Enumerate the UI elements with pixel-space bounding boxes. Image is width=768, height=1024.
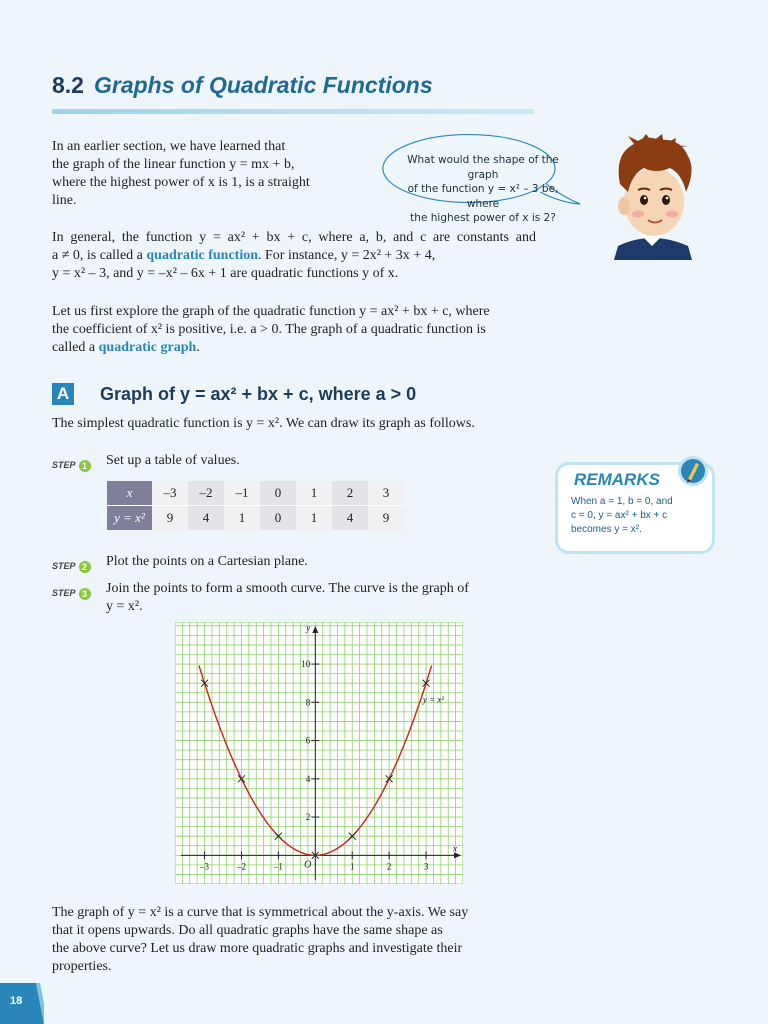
step-number-badge: 2: [79, 561, 91, 573]
step-3: [52, 581, 469, 614]
pencil-icon: [676, 454, 710, 488]
section-title: Graphs of Quadratic Functions: [93, 72, 433, 98]
table-cell: 1: [296, 506, 332, 531]
row-header: y = x²: [107, 506, 152, 531]
y-tick-label: 6: [305, 735, 311, 746]
x-tick-label: 1: [349, 861, 355, 872]
remarks-text: When a = 1, b = 0, and c = 0, y = ax² + bx + c becomes y = x².: [571, 496, 673, 535]
step-2: [52, 554, 308, 574]
intro-paragraph-3: Let us first explore the graph of the quadratic function y = ax² + bx + c, where the coefficient of x² is positive, i.e. a > 0. The graph of a quadratic function is called a quadratic graph.: [52, 304, 490, 355]
curve-label: y = x²: [422, 694, 445, 705]
table-cell: 9: [368, 506, 404, 531]
term-quadratic-graph: quadratic graph: [98, 340, 197, 355]
row-header: x: [107, 481, 152, 506]
table-cell: 3: [368, 481, 404, 506]
table-cell: 1: [296, 481, 332, 506]
term-quadratic-function: quadratic function: [146, 248, 258, 263]
step-text: Plot the points on a Cartesian plane.: [106, 554, 308, 569]
x-tick-label: 2: [386, 861, 392, 872]
step-text: Set up a table of values.: [106, 453, 240, 468]
y-tick-label: 8: [305, 697, 311, 708]
table-row: [107, 506, 404, 531]
intro-line: In an earlier section, we have learned that: [52, 139, 286, 154]
graph-background: [175, 622, 463, 884]
table-cell: 9: [152, 506, 188, 531]
table-cell: 0: [260, 506, 296, 531]
table-of-values: [107, 481, 404, 530]
step-text: Join the points to form a smooth curve. The curve is the graph of y = x².: [106, 581, 469, 614]
subsection-title: Graph of y = ax² + bx + c, where a > 0: [100, 383, 417, 404]
section-heading: [52, 72, 433, 99]
y-tick-label: 4: [305, 773, 311, 784]
page-number: 18: [10, 995, 23, 1007]
step-label: STEP: [52, 561, 76, 571]
table-cell: –3: [152, 481, 188, 506]
step-number-badge: 1: [79, 460, 91, 472]
intro-line: line.: [52, 193, 77, 208]
section-underline: [52, 109, 534, 114]
step-label: STEP: [52, 460, 76, 470]
x-tick-label: –2: [236, 861, 246, 872]
intro-paragraph-2: In general, the function y = ax² + bx + c, where a, b, and c are constants and a ≠ 0, is called a quadratic function. For instance, y = 2x² + 3x + 4, y = x² – 3, and y = –x² – 6x + 1 are quadratic functions y of x.: [52, 230, 536, 281]
x-axis-label: x: [453, 843, 457, 854]
remarks-title: REMARKS: [574, 470, 660, 489]
table-cell: 0: [260, 481, 296, 506]
y-axis-label: y: [306, 623, 311, 633]
intro-line: where the highest power of x is 1, is a straight: [52, 175, 310, 190]
table-cell: –1: [224, 481, 260, 506]
table-cell: –2: [188, 481, 224, 506]
table-cell: 2: [332, 481, 368, 506]
intro-paragraph-1: [52, 138, 310, 210]
step-1: [52, 453, 240, 473]
table-cell: 4: [188, 506, 224, 531]
simplest-function-text: The simplest quadratic function is y = x². We can draw its graph as follows.: [52, 416, 475, 431]
y-tick-label: 2: [305, 812, 311, 823]
x-tick-label: 3: [423, 861, 429, 872]
step-number-badge: 3: [79, 588, 91, 600]
table-row: [107, 481, 404, 506]
subsection-letter-badge: A: [52, 383, 74, 405]
intro-line: the graph of the linear function y = mx + b,: [52, 157, 295, 172]
x-tick-label: –1: [273, 861, 283, 872]
section-number: 8.2: [52, 72, 84, 98]
table-cell: 4: [332, 506, 368, 531]
closing-paragraph: The graph of y = x² is a curve that is symmetrical about the y-axis. We say that it opens upwards. Do all quadratic graphs have the same shape as the above curve? Let us draw more quadratic graphs and investigate their properties.: [52, 905, 469, 974]
step-label: STEP: [52, 588, 76, 598]
subsection-heading: [52, 383, 416, 405]
x-tick-label: –3: [200, 861, 210, 872]
y-tick-label: 10: [301, 659, 311, 670]
origin-label: O: [304, 859, 312, 871]
speech-text: What would the shape of the graph of the function y = x² – 3 be, where the highest power of x is 2?: [407, 154, 559, 224]
quadratic-graph-chart: [175, 622, 463, 884]
table-cell: 1: [224, 506, 260, 531]
cartoon-boy-illustration: [604, 134, 700, 260]
